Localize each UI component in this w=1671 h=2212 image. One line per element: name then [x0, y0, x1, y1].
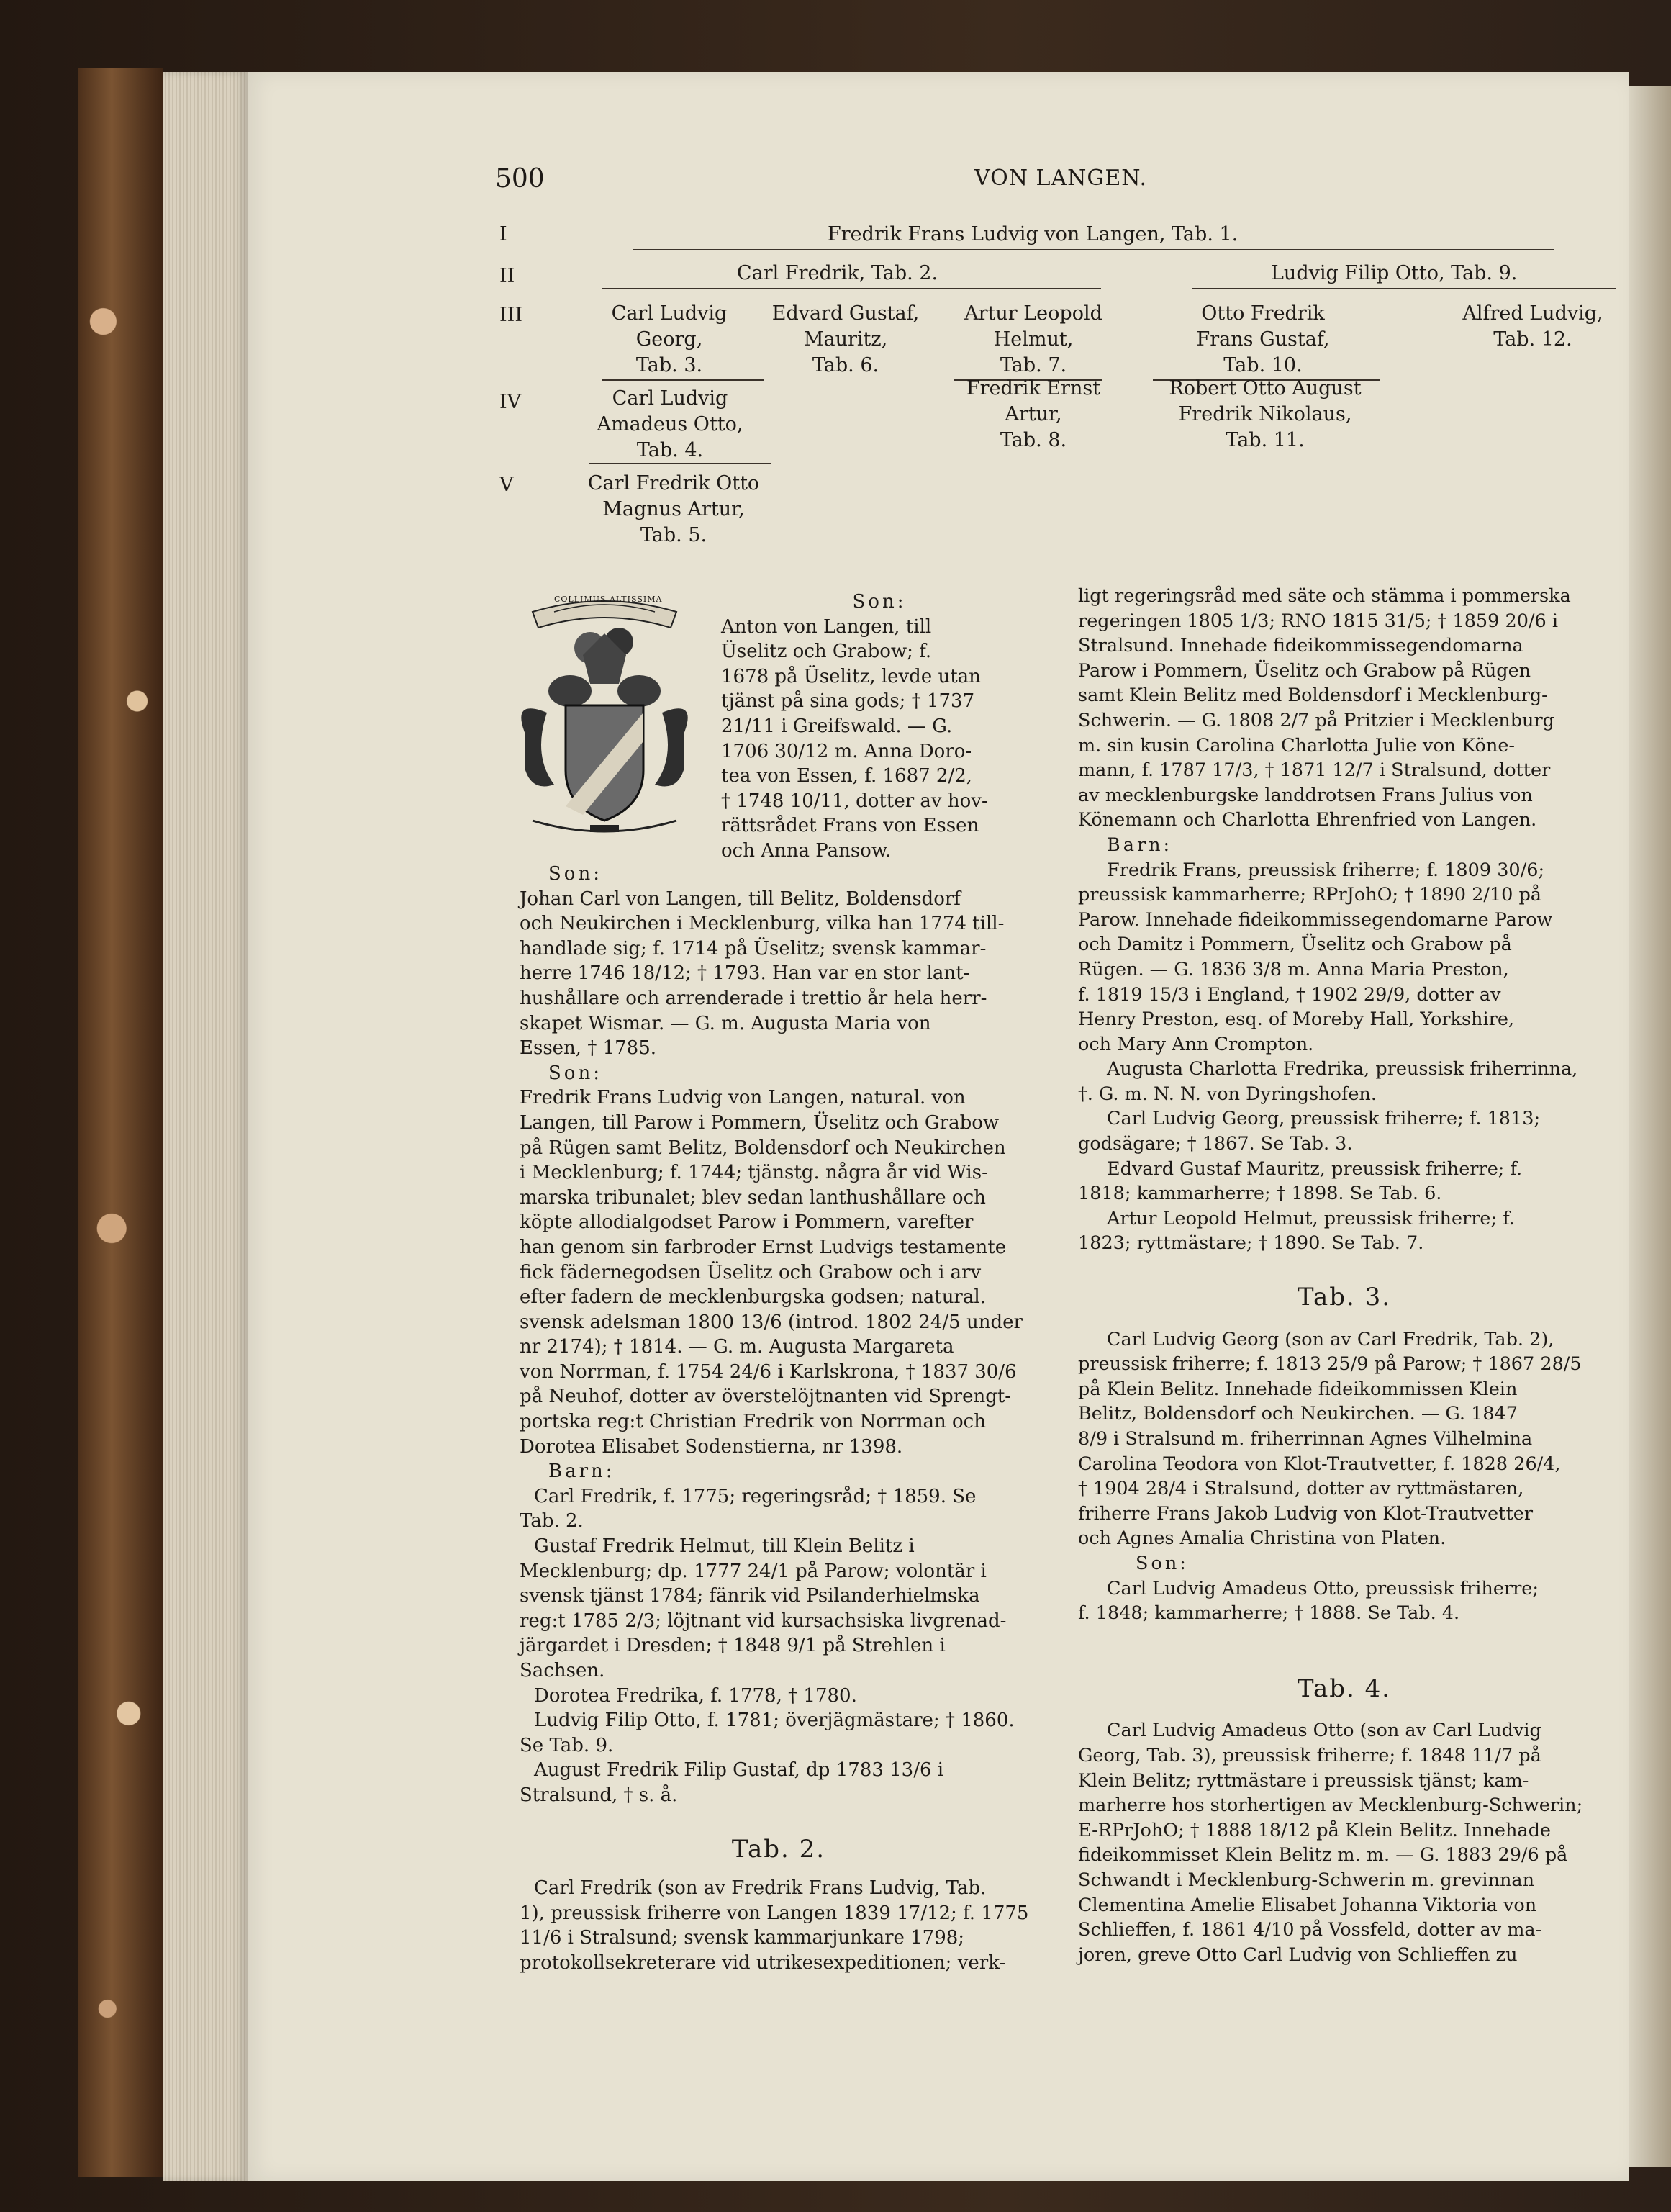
connector-line: [633, 249, 1554, 250]
text-line: m. sin kusin Carolina Charlotta Julie von Köne-: [1078, 734, 1516, 757]
text-line: Edvard Gustaf Mauritz, preussisk friherre; f.: [1107, 1157, 1523, 1180]
text-line: Carl Ludvig Georg, preussisk friherre; f. 1813;: [1107, 1108, 1541, 1130]
text-line: Carl Fredrik, f. 1775; regeringsråd; † 1859. Se: [534, 1485, 977, 1507]
page-number: 500: [495, 164, 545, 194]
text-line: Augusta Charlotta Fredrika, preussisk friherrinna,: [1107, 1058, 1578, 1080]
tab4-heading: Tab. 4.: [1297, 1674, 1392, 1703]
tab3-heading: Tab. 3.: [1297, 1283, 1392, 1312]
text-line: ligt regeringsråd med säte och stämma i pommerska: [1078, 585, 1571, 607]
text-line: fick fädernegodsen Üselitz och Grabow och i arv: [520, 1261, 982, 1283]
text-line: Üselitz och Grabow; f.: [721, 641, 932, 663]
text-line: Schlieffen, f. 1861 4/10 på Vossfeld, dotter av ma-: [1078, 1919, 1542, 1941]
text-line: Anton von Langen, till: [721, 615, 932, 638]
text-line: 1706 30/12 m. Anna Doro-: [721, 740, 972, 762]
text-line: Parow. Innehade fideikommissegendomarne Parow: [1078, 908, 1553, 931]
gen5-entry: Carl Fredrik Otto Magnus Artur, Tab. 5.: [587, 472, 760, 546]
connector-line: [1192, 288, 1616, 289]
text-line: 1823; ryttmästare; † 1890. Se Tab. 7.: [1078, 1232, 1424, 1255]
text-line: fideikommisset Klein Belitz m. m. — G. 1883 29/6 på: [1078, 1844, 1568, 1866]
right-column-body: [1078, 584, 1611, 1967]
text-line: Se Tab. 9.: [520, 1734, 614, 1756]
text-line: preussisk friherre; f. 1813 25/9 på Parow; † 1867 28/5: [1078, 1353, 1582, 1376]
text-line: han genom sin farbroder Ernst Ludvigs testamente: [520, 1236, 1007, 1258]
text-line: Dorotea Fredrika, f. 1778, † 1780.: [534, 1684, 857, 1707]
text-line: Carl Ludvig Amadeus Otto (son av Carl Ludvig: [1107, 1720, 1541, 1742]
text-line: Dorotea Elisabet Sodenstierna, nr 1398.: [520, 1435, 903, 1458]
gen4-entry: Robert Otto August Fredrik Nikolaus, Tab. 11.: [1169, 377, 1362, 451]
anton-entry: [721, 590, 1038, 864]
text-line: Ludvig Filip Otto, f. 1781; överjägmästare; † 1860.: [534, 1710, 1015, 1732]
gen4-entry: Fredrik Ernst Artur, Tab. 8.: [966, 377, 1101, 451]
text-line: regeringen 1805 1/3; RNO 1815 31/5; † 1859 20/6 i: [1078, 610, 1559, 632]
gen3-entry: Otto Fredrik Frans Gustaf, Tab. 10.: [1196, 302, 1330, 376]
text-line: †. G. m. N. N. von Dyringshofen.: [1078, 1083, 1377, 1105]
son-label: Son:: [548, 1062, 602, 1084]
text-line: på Klein Belitz. Innehade fideikommissen Klein: [1078, 1378, 1518, 1400]
text-line: köpte allodialgodset Parow i Pommern, varefter: [520, 1211, 974, 1234]
text-line: Tab. 2.: [520, 1510, 584, 1532]
text-line: 8/9 i Stralsund m. friherrinnan Agnes Vilhelmina: [1078, 1428, 1533, 1450]
gen4-entry: Carl Ludvig Amadeus Otto, Tab. 4.: [597, 387, 743, 461]
text-line: Carl Fredrik (son av Fredrik Frans Ludvig, Tab.: [534, 1877, 987, 1900]
text-line: marska tribunalet; blev sedan lanthushållare och: [520, 1186, 986, 1209]
facing-page-edge: [1629, 86, 1671, 2167]
page-edges: [163, 72, 248, 2181]
roman-numeral: III: [499, 304, 522, 326]
text-line: och Agnes Amalia Christina von Platen.: [1078, 1527, 1446, 1550]
text-line: och Neukirchen i Mecklenburg, vilka han 1774 till-: [520, 913, 1005, 935]
text-line: Rügen. — G. 1836 3/8 m. Anna Maria Preston,: [1078, 958, 1509, 980]
text-line: 21/11 i Greifswald. — G.: [721, 715, 953, 737]
roman-numeral: II: [499, 265, 515, 287]
text-line: tea von Essen, f. 1687 2/2,: [721, 765, 973, 787]
text-line: 11/6 i Stralsund; svensk kammarjunkare 1798;: [520, 1927, 965, 1949]
gen3-entry: Alfred Ludvig, Tab. 12.: [1462, 302, 1603, 351]
text-line: Schwerin. — G. 1808 2/7 på Pritzier i Mecklenburg: [1078, 709, 1554, 731]
text-line: tjänst på sina gods; † 1737: [721, 690, 975, 713]
son-label: Son:: [548, 863, 602, 885]
text-line: friherre Frans Jakob Ludvig von Klot-Trautvetter: [1078, 1502, 1534, 1525]
gen2-left: Carl Fredrik, Tab. 2.: [737, 262, 938, 284]
text-line: herre 1746 18/12; † 1793. Han var en stor lant-: [520, 962, 970, 985]
text-line: August Fredrik Filip Gustaf, dp 1783 13/6 i: [534, 1759, 944, 1782]
text-line: 1818; kammarherre; † 1898. Se Tab. 6.: [1078, 1183, 1442, 1205]
text-line: på Neuhof, dotter av överstelöjtnanten vid Sprengt-: [520, 1386, 1012, 1408]
text-line: Carl Ludvig Georg (son av Carl Fredrik, Tab. 2),: [1107, 1328, 1554, 1350]
text-line: Fredrik Frans, preussisk friherre; f. 1809 30/6;: [1107, 859, 1545, 881]
text-line: Carl Ludvig Amadeus Otto, preussisk friherre;: [1107, 1577, 1539, 1599]
text-line: joren, greve Otto Carl Ludvig von Schlieffen zu: [1078, 1944, 1518, 1966]
son-label: Son:: [1136, 1552, 1189, 1574]
tab2-heading: Tab. 2.: [731, 1834, 826, 1864]
text-line: marherre hos storhertigen av Mecklenburg-Schwerin;: [1078, 1795, 1583, 1817]
text-line: och Damitz i Pommern, Üselitz och Grabow på: [1078, 934, 1512, 956]
text-line: Henry Preston, esq. of Moreby Hall, Yorkshire,: [1078, 1008, 1515, 1031]
text-line: efter fadern de mecklenburgska godsen; natural.: [520, 1286, 986, 1309]
text-line: f. 1848; kammarherre; † 1888. Se Tab. 4.: [1078, 1602, 1460, 1625]
text-line: Essen, † 1785.: [520, 1037, 657, 1060]
text-line: f. 1819 15/3 i England, † 1902 29/9, dotter av: [1078, 983, 1501, 1006]
text-line: av mecklenburgske landdrotsen Frans Julius von: [1078, 784, 1533, 806]
left-column-body: [520, 862, 1038, 1976]
gen2-right: Ludvig Filip Otto, Tab. 9.: [1271, 262, 1518, 284]
gen3-entry: Edvard Gustaf, Mauritz, Tab. 6.: [771, 302, 920, 376]
text-line: Stralsund, † s. å.: [520, 1784, 678, 1806]
roman-numeral: V: [499, 474, 514, 496]
text-line: Klein Belitz; ryttmästare i preussisk tjänst; kam-: [1078, 1769, 1529, 1792]
text-line: 1), preussisk friherre von Langen 1839 17/12; f. 1775: [520, 1902, 1029, 1924]
text-line: von Norrman, f. 1754 24/6 i Karlskrona, † 1837 30/6: [520, 1360, 1017, 1383]
text-line: Georg, Tab. 3), preussisk friherre; f. 1848 11/7 på: [1078, 1744, 1541, 1766]
roman-numeral: I: [499, 223, 507, 245]
text-line: i Mecklenburg; f. 1744; tjänstg. några år vid Wis-: [520, 1162, 988, 1184]
text-line: handlade sig; f. 1714 på Üselitz; svensk kammar-: [520, 937, 987, 960]
barn-label: Barn:: [548, 1461, 615, 1483]
text-line: portska reg:t Christian Fredrik von Norrman och: [520, 1411, 986, 1433]
text-line: svensk tjänst 1784; fänrik vid Psilanderhielmska: [520, 1585, 980, 1607]
text-line: hushållare och arrenderade i trettio år hela herr-: [520, 987, 987, 1009]
text-line: på Rügen samt Belitz, Boldensdorf och Neukirchen: [520, 1137, 1006, 1159]
text-line: † 1904 28/4 i Stralsund, dotter av ryttmästaren,: [1078, 1478, 1524, 1500]
coat-of-arms-icon: [504, 590, 705, 849]
text-line: Artur Leopold Helmut, preussisk friherre; f.: [1107, 1207, 1515, 1229]
text-line: 1678 på Üselitz, levde utan: [721, 665, 981, 687]
text-line: E-RPrJohO; † 1888 18/12 på Klein Belitz. Innehade: [1078, 1819, 1551, 1841]
text-line: Sachsen.: [520, 1660, 605, 1681]
text-line: mann, f. 1787 17/3, † 1871 12/7 i Stralsund, dotter: [1078, 759, 1551, 782]
barn-label: Barn:: [1107, 834, 1173, 856]
text-line: Fredrik Frans Ludvig von Langen, natural. von: [520, 1087, 966, 1109]
text-line: skapet Wismar. — G. m. Augusta Maria von: [520, 1012, 931, 1034]
text-line: Johan Carl von Langen, till Belitz, Boldensdorf: [520, 888, 961, 910]
text-line: preussisk kammarherre; RPrJohO; † 1890 2/10 på: [1078, 884, 1541, 906]
connector-line: [589, 463, 771, 464]
gen3-entry: Carl Ludvig Georg, Tab. 3.: [611, 302, 728, 376]
text-line: Gustaf Fredrik Helmut, till Klein Belitz i: [534, 1535, 915, 1558]
text-line: reg:t 1785 2/3; löjtnant vid kursachsiska livgrenad-: [520, 1610, 1007, 1632]
text-line: Belitz, Boldensdorf och Neukirchen. — G. 1847: [1078, 1403, 1518, 1425]
text-line: † 1748 10/11, dotter av hov-: [721, 790, 988, 812]
text-line: Schwandt i Mecklenburg-Schwerin m. grevinnan: [1078, 1869, 1535, 1891]
text-line: Langen, till Parow i Pommern, Üselitz och Grabow: [520, 1111, 1000, 1134]
text-line: Parow i Pommern, Üselitz och Grabow på Rügen: [1078, 659, 1531, 682]
son-label: Son:: [852, 591, 907, 613]
text-line: och Mary Ann Crompton.: [1078, 1033, 1314, 1055]
text-line: Stralsund. Innehade fideikommissegendomarna: [1078, 635, 1523, 657]
text-line: protokollsekreterare vid utrikesexpeditionen; verk-: [520, 1951, 1006, 1974]
text-line: svensk adelsman 1800 13/6 (introd. 1802 24/5 under: [520, 1311, 1023, 1333]
text-line: Mecklenburg; dp. 1777 24/1 på Parow; volontär i: [520, 1560, 987, 1582]
text-line: och Anna Pansow.: [721, 839, 892, 862]
text-line: nr 2174); † 1814. — G. m. Augusta Margareta: [520, 1336, 954, 1358]
gen3-entry: Artur Leopold Helmut, Tab. 7.: [964, 302, 1102, 376]
running-title: VON LANGEN.: [974, 166, 1148, 191]
text-line: Könemann och Charlotta Ehrenfried von Langen.: [1078, 809, 1537, 831]
text-line: rättsrådet Frans von Essen: [721, 815, 979, 837]
text-line: järgardet i Dresden; † 1848 9/1 på Strehlen i: [520, 1635, 946, 1657]
coat-of-arms-motto: COLLIMUS ALTISSIMA: [554, 595, 663, 604]
text-line: Clementina Amelie Elisabet Johanna Viktoria von: [1078, 1894, 1537, 1916]
book-spine-marbled-cover: [78, 68, 163, 2177]
text-line: godsägare; † 1867. Se Tab. 3.: [1078, 1133, 1353, 1155]
connector-line: [602, 379, 764, 381]
gen1-name: Fredrik Frans Ludvig von Langen, Tab. 1.: [828, 223, 1238, 245]
connector-line: [602, 288, 1101, 289]
text-line: samt Klein Belitz med Boldensdorf i Mecklenburg-: [1078, 685, 1548, 707]
text-line: Carolina Teodora von Klot-Trautvetter, f. 1828 26/4,: [1078, 1453, 1561, 1475]
roman-numeral: IV: [499, 391, 522, 413]
